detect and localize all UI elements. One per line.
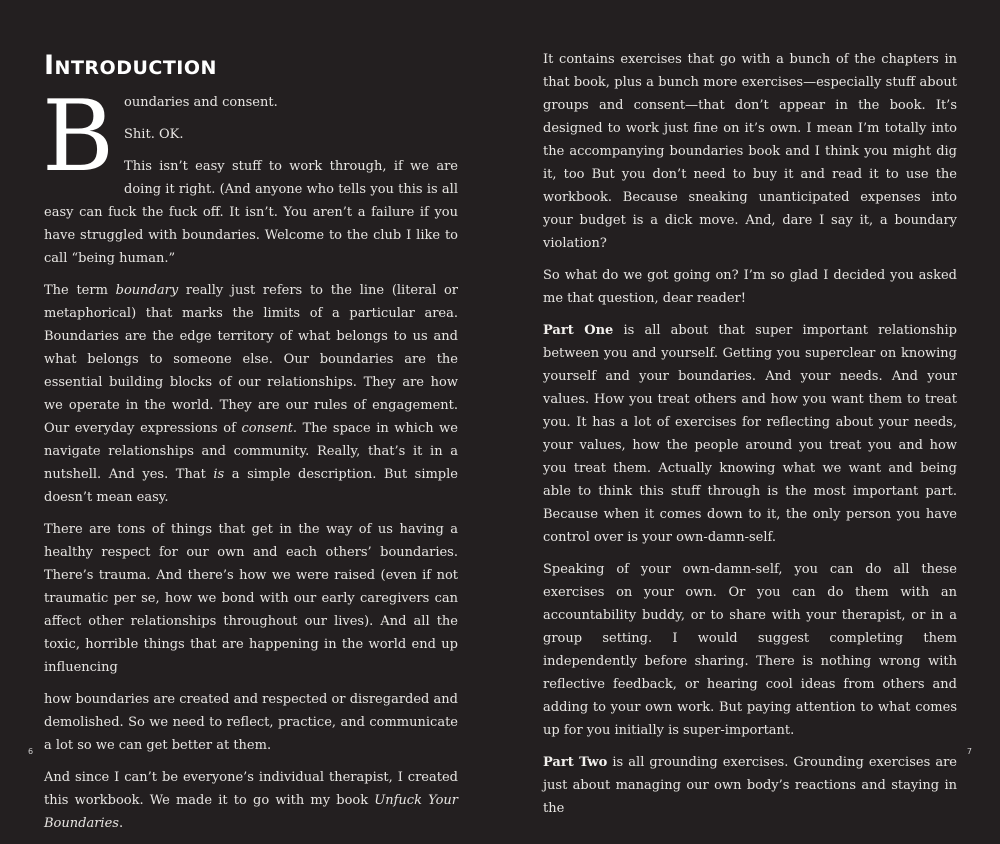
page-number: 7 (966, 747, 972, 756)
paragraph: how boundaries are created and respected or disregarded and demolished. So we need to reflect, practice, and communicate a lot so we can get better at them. (44, 692, 458, 753)
chapter-title: Introduction (44, 50, 217, 81)
opening-line: oundaries and consent. (124, 95, 278, 110)
page-number: 6 (28, 747, 34, 756)
paragraph: It contains exercises that go with a bunch of the chapters in that book, plus a bunch more exercises—especially stuff about groups and consent—that don’t appear in the book. It’s designed to work just fine on it’s own. I mean I’m totally into the accompanying boundaries book and I think you might dig it, too But you don’t need to buy it and read it to use the workbook. Because sneaking unanticipated expenses into your budget is a dick move. And, dare I say it, a boundary violation? (543, 52, 957, 251)
left-page-body (42, 80, 458, 844)
paragraph: Part One is all about that super important relationship between you and yourself. Getting you superclear on knowing yourself and your boundaries. And your needs. And your values. How you treat others and how you want them to treat you. It has a lot of exercises for reflecting about your needs, your values, how the people around you treat you and how you treat them. Actually knowing what we want and being able to think this stuff through is the most important part. Because when it comes down to it, the only person you have control over is your own-damn-self. (543, 323, 957, 545)
paragraph: There are tons of things that get in the way of us having a healthy respect for our own and each others’ boundaries. There’s trauma. And there’s how we were raised (even if not traumatic per se, how we bond with our early caregivers can affect other relationships throughout our lives). And all the toxic, horrible things that are happening in the world end up influencing (44, 522, 458, 675)
paragraph: Speaking of your own-damn-self, you can do all these exercises on your own. Or you can do them with an accountability buddy, or to share with your therapist, or in a group setting. I would suggest completing them independently before sharing. There is nothing wrong with reflective feedback, or hearing cool ideas from others and adding to your own work. But paying attention to what comes up for you initially is super-important. (543, 562, 957, 738)
part-one-label: Part One (543, 323, 614, 338)
left-page (28, 0, 458, 831)
paragraph: And since I can’t be everyone’s individual therapist, I created this workbook. We made it to go with my book Unfuck Your Boundaries. (44, 770, 458, 831)
right-page-body (543, 48, 957, 829)
paragraph: So what do we got going on? I’m so glad I decided you asked me that question, dear reader! (543, 268, 957, 306)
part-two-label: Part Two (543, 755, 608, 770)
paragraph: Part Two is all grounding exercises. Grounding exercises are just about managing our own body’s reactions and staying in the (543, 755, 957, 816)
drop-cap: B (42, 80, 115, 194)
paragraph: The term boundary really just refers to the line (literal or metaphorical) that marks the limits of a particular area. Boundaries are the edge territory of what belongs to us and what belongs to someone else. Our boundaries are the essential building blocks of our relationships. They are how we operate in the world. They are our rules of engagement. Our everyday expressions of consent. The space in which we navigate relationships and community. Really, that’s it in a nutshell. And yes. That is a simple description. But simple doesn’t mean easy. (44, 283, 458, 505)
second-line: Shit. OK. (124, 127, 184, 142)
right-page (543, 0, 972, 816)
paragraph: This isn’t easy stuff to work through, if we are doing it right. (And anyone who tells you this is all easy can fuck the fuck off. It isn’t. You aren’t a failure if you have struggled with boundaries. Welcome to the club I like to call “being human.” (44, 159, 458, 266)
